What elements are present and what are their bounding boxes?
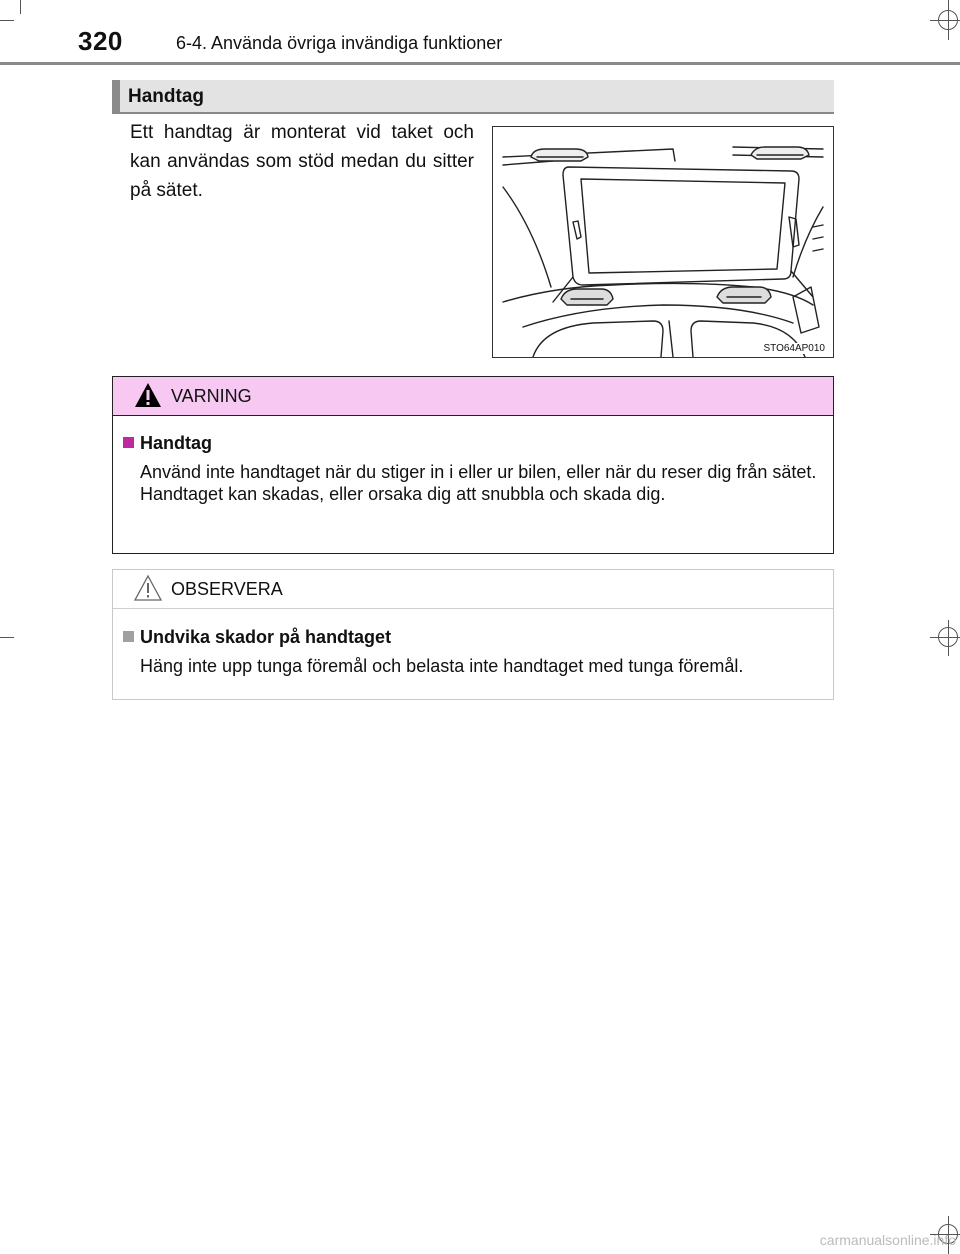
notice-item-title-text: Undvika skador på handtaget — [140, 627, 392, 647]
warning-box — [112, 376, 834, 554]
crop-mark — [948, 0, 949, 40]
crop-mark — [930, 637, 960, 638]
notice-header — [113, 570, 833, 609]
warning-label: VARNING — [171, 386, 252, 406]
section-accent — [112, 80, 120, 112]
crop-mark — [948, 620, 949, 656]
grab-handle-illustration — [492, 126, 834, 358]
crop-mark — [0, 20, 14, 21]
notice-item-body — [140, 655, 822, 677]
warning-item-body — [140, 461, 822, 505]
figure-code: STO64AP010 — [763, 343, 825, 354]
warning-line: Använd inte handtaget när du stiger in i eller ur bilen, eller när du reser dig från sätet. — [140, 462, 817, 482]
bullet-square-icon — [123, 437, 134, 448]
warning-item-title-text: Handtag — [140, 433, 212, 453]
crop-mark — [930, 20, 960, 21]
notice-line: Häng inte upp tunga föremål och belasta inte handtaget med tunga föremål. — [140, 656, 744, 676]
page-number: 320 — [78, 26, 123, 56]
watermark: carmanualsonline.info — [819, 1232, 956, 1248]
warning-line: Handtaget kan skadas, eller orsaka dig att snubbla och skada dig. — [140, 484, 666, 504]
car-ceiling-drawing — [493, 127, 833, 357]
crop-mark — [20, 0, 21, 14]
bullet-square-icon — [123, 631, 134, 642]
warning-header — [113, 377, 833, 416]
header-rule — [0, 62, 960, 65]
crop-mark — [0, 637, 14, 638]
notice-label: OBSERVERA — [171, 579, 283, 599]
section-heading-bar — [112, 80, 834, 114]
caution-triangle-icon — [133, 574, 163, 602]
notice-item-title — [123, 627, 391, 648]
warning-triangle-icon — [133, 381, 163, 409]
notice-box — [112, 569, 834, 700]
warning-item-title — [123, 433, 212, 454]
intro-paragraph: Ett handtag är monterat vid taket och kan användas som stöd medan du sitter på sätet. — [130, 122, 474, 201]
chapter-title: 6-4. Använda övriga invändiga funktioner — [176, 33, 503, 53]
section-title: Handtag — [128, 86, 204, 107]
